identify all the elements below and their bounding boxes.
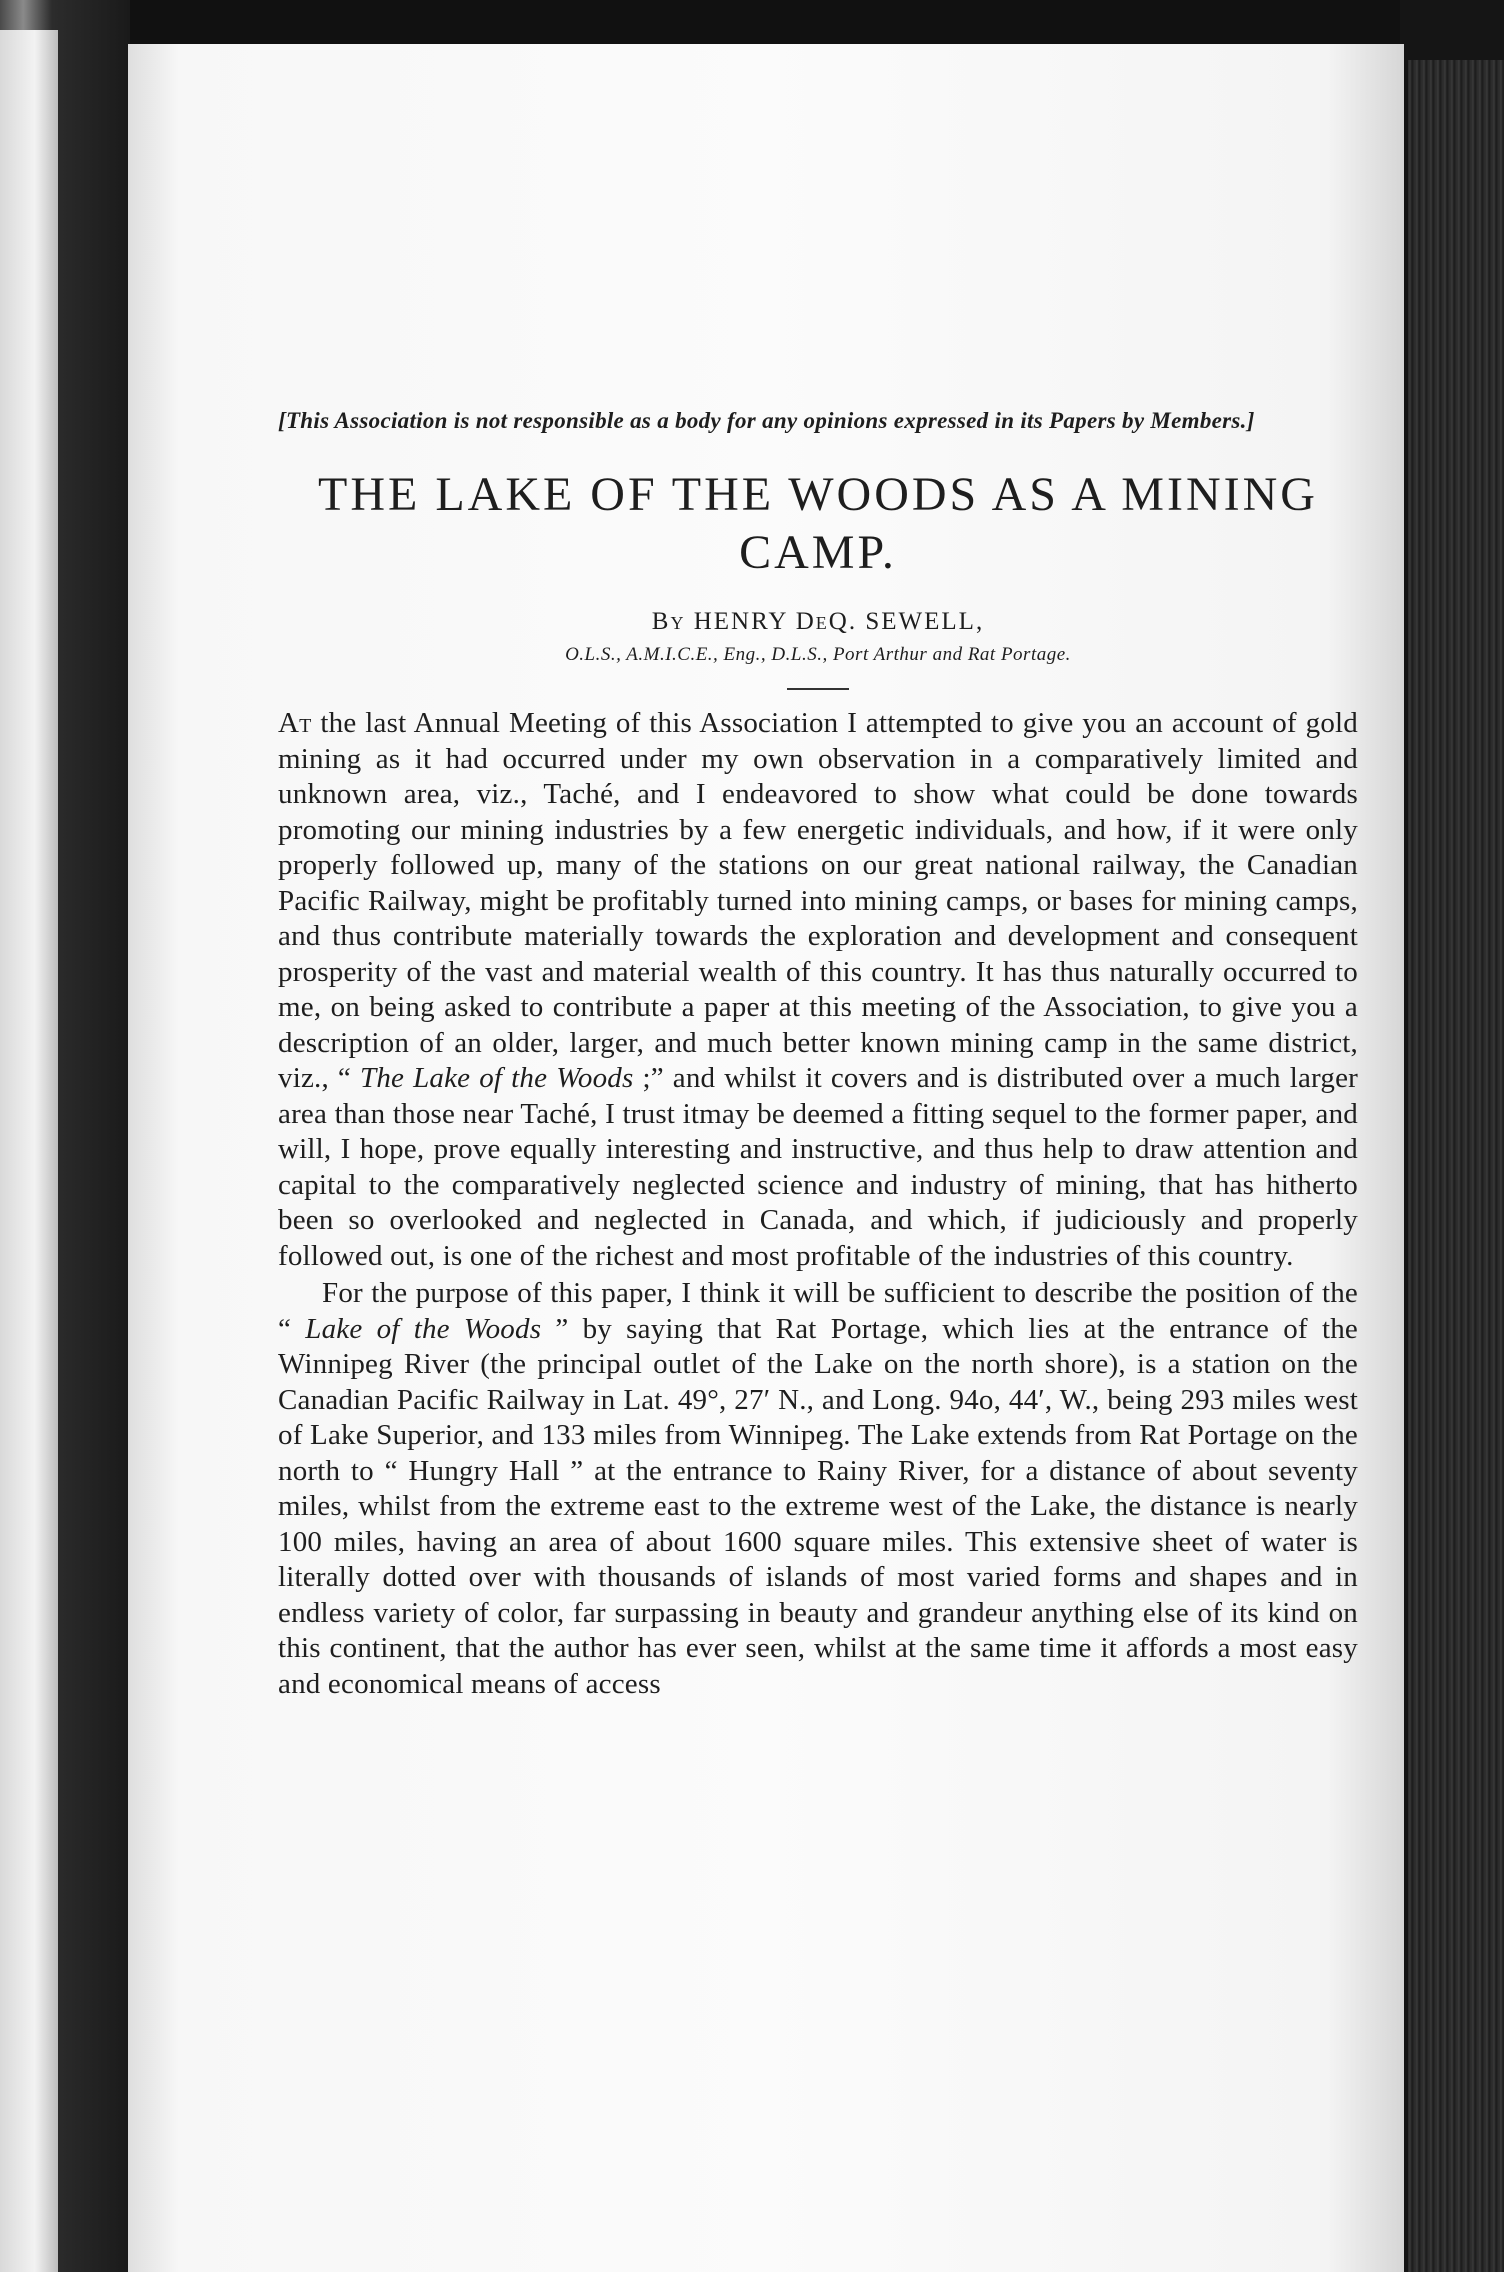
- disclaimer-note: [This Association is not responsible as a body for any opinions expressed in its Papers by Members.]: [278, 408, 1255, 433]
- right-page-stack-edge: [1408, 60, 1504, 2272]
- paragraph-lead: At: [278, 707, 312, 739]
- paragraph-italic: Lake of the Woods: [305, 1312, 542, 1345]
- paragraph-text: For the purpose of this paper, I think it will be sufficient to describe the position of the “: [278, 1277, 1358, 1345]
- author-byline: By HENRY DeQ. SEWELL,: [651, 608, 985, 635]
- paragraph-italic: The Lake of the Woods: [359, 1062, 634, 1094]
- author-credentials: O.L.S., A.M.I.C.E., Eng., D.L.S., Port Arthur and Rat Portage.: [565, 644, 1071, 665]
- article: [278, 404, 1358, 1702]
- left-page-edge: [0, 30, 58, 2272]
- article-body: [278, 706, 1358, 1702]
- paragraph-text: the last Annual Meeting of this Association I attempted to give you an account of gold mining as it had occurred under my own observation in a comparatively limited and unknown area, viz., Taché, and I endeavored to show what could be done towards promoting our mining industries by a few energetic individuals, and how, if it were only properly followed up, many of the stations on our great national railway, the Canadian Pacific Railway, might be profitably turned into mining camps, or bases for mining camps, and thus contribute materially towards the exploration and development and consequent prosperity of the vast and material wealth of this country. It has thus naturally occurred to me, on being asked to contribute a paper at this meeting of the Association, to give you a description of an older, larger, and much better known mining camp in the same district, viz., “: [278, 707, 1358, 1094]
- paragraph-text: ” by saying that Rat Portage, which lies at the entrance of the Winnipeg River (the principal outlet of the Lake on the north shore), is a station on the Canadian Pacific Railway in Lat. 49°, 27′ N., and Long. 94o, 44′, W., being 293 miles west of Lake Superior, and 133 miles from Winnipeg. The Lake extends from Rat Portage on the north to “ Hungry Hall ” at the entrance to Rainy River, for a distance of about seventy miles, whilst from the extreme east to the extreme west of the Lake, the distance is nearly 100 miles, having an area of about 1600 square miles. This extensive sheet of water is literally dotted over with thousands of islands of most varied forms and shapes and in endless variety of color, far surpassing in beauty and grandeur anything else of its kind on this continent, that the author has ever seen, whilst at the same time it affords a most easy and economical means of access: [278, 1312, 1358, 1700]
- paragraph-2: [278, 1276, 1358, 1702]
- article-title: THE LAKE OF THE WOODS AS A MINING CAMP.: [318, 468, 1318, 579]
- paragraph-text: ;” and whilst it covers and is distributed over a much larger area than those near Taché, I trust itmay be deemed a fitting sequel to the former paper, and will, I hope, prove equally interesting and instructive, and thus help to draw attention and capital to the comparatively neglected science and industry of mining, that has hitherto been so overlooked and neglected in Canada, and which, if judiciously and properly followed out, is one of the richest and most profitable of the industries of this country.: [278, 1062, 1359, 1272]
- paragraph-1: [278, 706, 1358, 1274]
- title-divider: [787, 688, 849, 690]
- page: [128, 44, 1404, 2272]
